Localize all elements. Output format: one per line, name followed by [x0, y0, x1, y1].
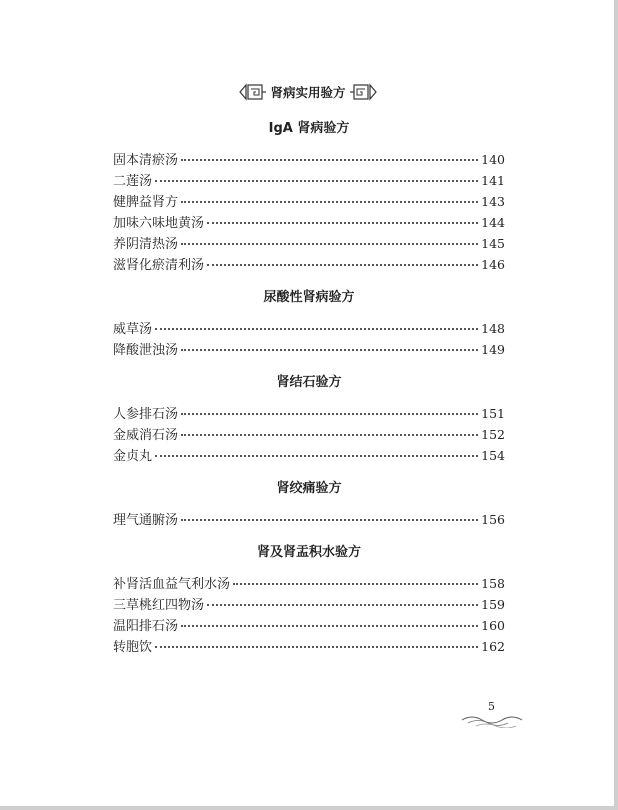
right-ornament-icon — [350, 81, 378, 103]
page-number: 5 — [488, 700, 495, 713]
toc-entry[interactable] — [113, 424, 505, 445]
toc-entry[interactable] — [113, 339, 505, 360]
dot-leader — [181, 201, 478, 203]
dot-leader — [155, 455, 478, 457]
toc-entry[interactable] — [113, 573, 505, 594]
section-heading: 肾结石验方 — [276, 375, 342, 390]
section-entries — [113, 403, 505, 466]
entry-page-number: 140 — [481, 152, 505, 167]
toc-entry[interactable] — [113, 191, 505, 212]
toc-section — [113, 287, 505, 360]
entry-page-number: 156 — [481, 512, 505, 527]
toc-section — [113, 372, 505, 466]
toc-entry[interactable] — [113, 636, 505, 657]
entry-page-number: 152 — [481, 427, 505, 442]
entry-page-number: 148 — [481, 321, 505, 336]
dot-leader — [155, 328, 478, 330]
entry-title: 降酸泄浊汤 — [113, 343, 179, 358]
entry-title: 威草汤 — [113, 322, 153, 337]
toc-entry[interactable] — [113, 615, 505, 636]
toc-section — [113, 478, 505, 530]
dot-leader — [181, 349, 478, 351]
toc-entry[interactable] — [113, 254, 505, 275]
entry-title: 健脾益肾方 — [113, 195, 179, 210]
entry-title: 加味六味地黄汤 — [113, 216, 205, 231]
toc-entry[interactable] — [113, 212, 505, 233]
toc-entry[interactable] — [113, 509, 505, 530]
toc-entry[interactable] — [113, 318, 505, 339]
toc-section — [113, 542, 505, 657]
toc-entry[interactable] — [113, 403, 505, 424]
header-banner — [236, 80, 380, 104]
dot-leader — [181, 434, 478, 436]
dot-leader — [181, 159, 478, 161]
entry-title: 养阴清热汤 — [113, 237, 179, 252]
section-heading: 肾绞痛验方 — [276, 481, 342, 496]
toc-section — [113, 118, 505, 275]
section-heading: 肾及肾盂积水验方 — [256, 545, 361, 560]
entry-title: 转胞饮 — [113, 640, 153, 655]
page-edge-shadow — [614, 0, 618, 810]
entry-title: 补肾活血益气利水汤 — [113, 577, 231, 592]
left-ornament-icon — [238, 81, 266, 103]
entry-page-number: 146 — [481, 257, 505, 272]
wave-ornament-icon — [458, 712, 528, 728]
toc-entry[interactable] — [113, 149, 505, 170]
table-of-contents — [113, 118, 505, 669]
entry-page-number: 154 — [481, 448, 505, 463]
toc-entry[interactable] — [113, 170, 505, 191]
toc-entry[interactable] — [113, 445, 505, 466]
entry-title: 金贞丸 — [113, 449, 153, 464]
section-entries — [113, 509, 505, 530]
section-heading: IgA 肾病验方 — [268, 121, 350, 136]
entry-title: 三草桃红四物汤 — [113, 598, 205, 613]
dot-leader — [181, 413, 478, 415]
dot-leader — [207, 222, 478, 224]
section-entries — [113, 318, 505, 360]
page-footer — [458, 700, 528, 730]
entry-page-number: 160 — [481, 618, 505, 633]
dot-leader — [181, 519, 478, 521]
dot-leader — [181, 625, 478, 627]
section-entries — [113, 573, 505, 657]
entry-title: 滋肾化瘀清利汤 — [113, 258, 205, 273]
entry-title: 固本清瘀汤 — [113, 153, 179, 168]
entry-page-number: 144 — [481, 215, 505, 230]
entry-page-number: 158 — [481, 576, 505, 591]
entry-page-number: 145 — [481, 236, 505, 251]
entry-page-number: 151 — [481, 406, 505, 421]
entry-page-number: 143 — [481, 194, 505, 209]
dot-leader — [233, 583, 478, 585]
dot-leader — [155, 180, 478, 182]
section-entries — [113, 149, 505, 275]
entry-page-number: 162 — [481, 639, 505, 654]
page-edge-shadow-bottom — [0, 806, 618, 810]
dot-leader — [207, 604, 478, 606]
section-heading: 尿酸性肾病验方 — [263, 290, 355, 305]
header-title: 肾病实用验方 — [270, 85, 346, 100]
entry-title: 二莲汤 — [113, 174, 153, 189]
entry-page-number: 159 — [481, 597, 505, 612]
dot-leader — [181, 243, 478, 245]
running-header — [0, 80, 618, 104]
dot-leader — [155, 646, 478, 648]
dot-leader — [207, 264, 478, 266]
entry-page-number: 141 — [481, 173, 505, 188]
entry-title: 金威消石汤 — [113, 428, 179, 443]
toc-entry[interactable] — [113, 594, 505, 615]
entry-title: 温阳排石汤 — [113, 619, 179, 634]
entry-title: 理气通腑汤 — [113, 513, 179, 528]
entry-title: 人参排石汤 — [113, 407, 179, 422]
entry-page-number: 149 — [481, 342, 505, 357]
toc-entry[interactable] — [113, 233, 505, 254]
